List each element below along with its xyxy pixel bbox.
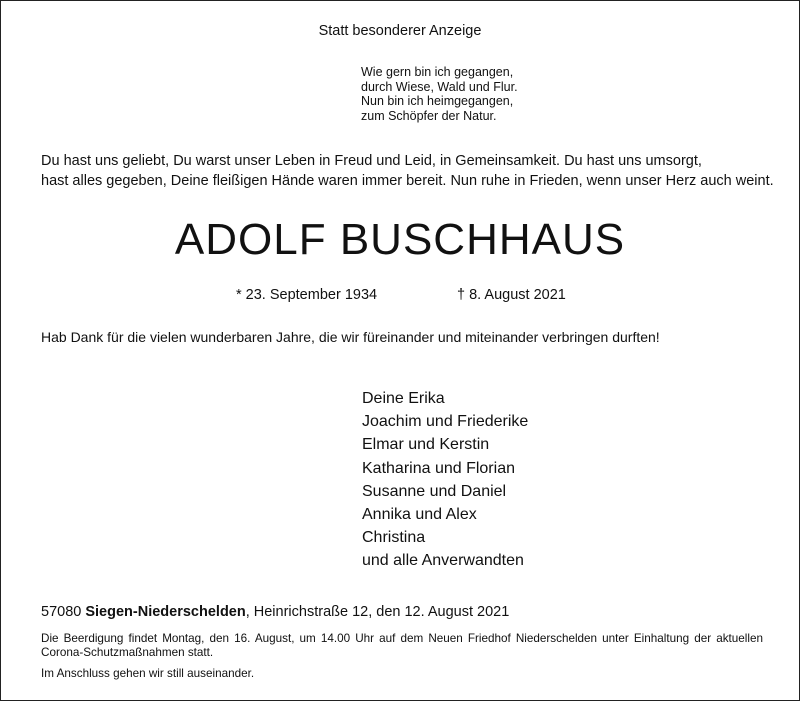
thanks-text: Hab Dank für die vielen wunderbaren Jahre, die wir füreinander und miteinander verbringen durften!: [41, 329, 660, 345]
mourner: Katharina und Florian: [362, 459, 515, 477]
address-line: [41, 604, 509, 620]
address-rest: , Heinrichstraße 12, den 12. August 2021: [245, 604, 510, 620]
mourner: Elmar und Kerstin: [362, 436, 490, 454]
intro-line: Du hast uns geliebt, Du warst unser Leben in Freud und Leid, in Gemeinsamkeit. Du hast uns umsorgt,: [41, 153, 702, 169]
death-date: † 8. August 2021: [457, 287, 566, 303]
birth-date: * 23. September 1934: [236, 287, 378, 303]
mourner: Christina: [362, 529, 426, 547]
mourner: Joachim und Friederike: [362, 413, 529, 431]
poem-line: Wie gern bin ich gegangen,: [361, 65, 514, 79]
notice-heading: Statt besonderer Anzeige: [318, 23, 482, 39]
poem: [361, 65, 518, 123]
poem-line: zum Schöpfer der Natur.: [361, 108, 497, 123]
farewell-text: Im Anschluss gehen wir still auseinander.: [41, 667, 255, 680]
mourner: Annika und Alex: [362, 506, 477, 524]
mourner: und alle Anverwandten: [362, 552, 524, 570]
intro-line: hast alles gegeben, Deine fleißigen Hände waren immer bereit. Nun ruhe in Frieden, wenn unser Herz auch weint.: [41, 173, 774, 189]
city: Siegen-Niederschelden: [85, 604, 246, 620]
mourner: Deine Erika: [362, 390, 445, 407]
poem-line: durch Wiese, Wald und Flur.: [361, 79, 518, 94]
postal-code: 57080: [41, 604, 82, 620]
funeral-info: Die Beerdigung findet Montag, den 16. August, um 14.00 Uhr auf dem Neuen Friedhof Niederschelden unter Einhaltung der aktuellen Corona-Schutzmaßnahmen statt.: [41, 632, 763, 659]
intro-text: [41, 151, 774, 191]
deceased-name: ADOLF BUSCHHAUS: [174, 215, 626, 264]
mourners-list: [362, 387, 528, 573]
poem-line: Nun bin ich heimgegangen,: [361, 94, 514, 108]
mourner: Susanne und Daniel: [362, 482, 507, 500]
